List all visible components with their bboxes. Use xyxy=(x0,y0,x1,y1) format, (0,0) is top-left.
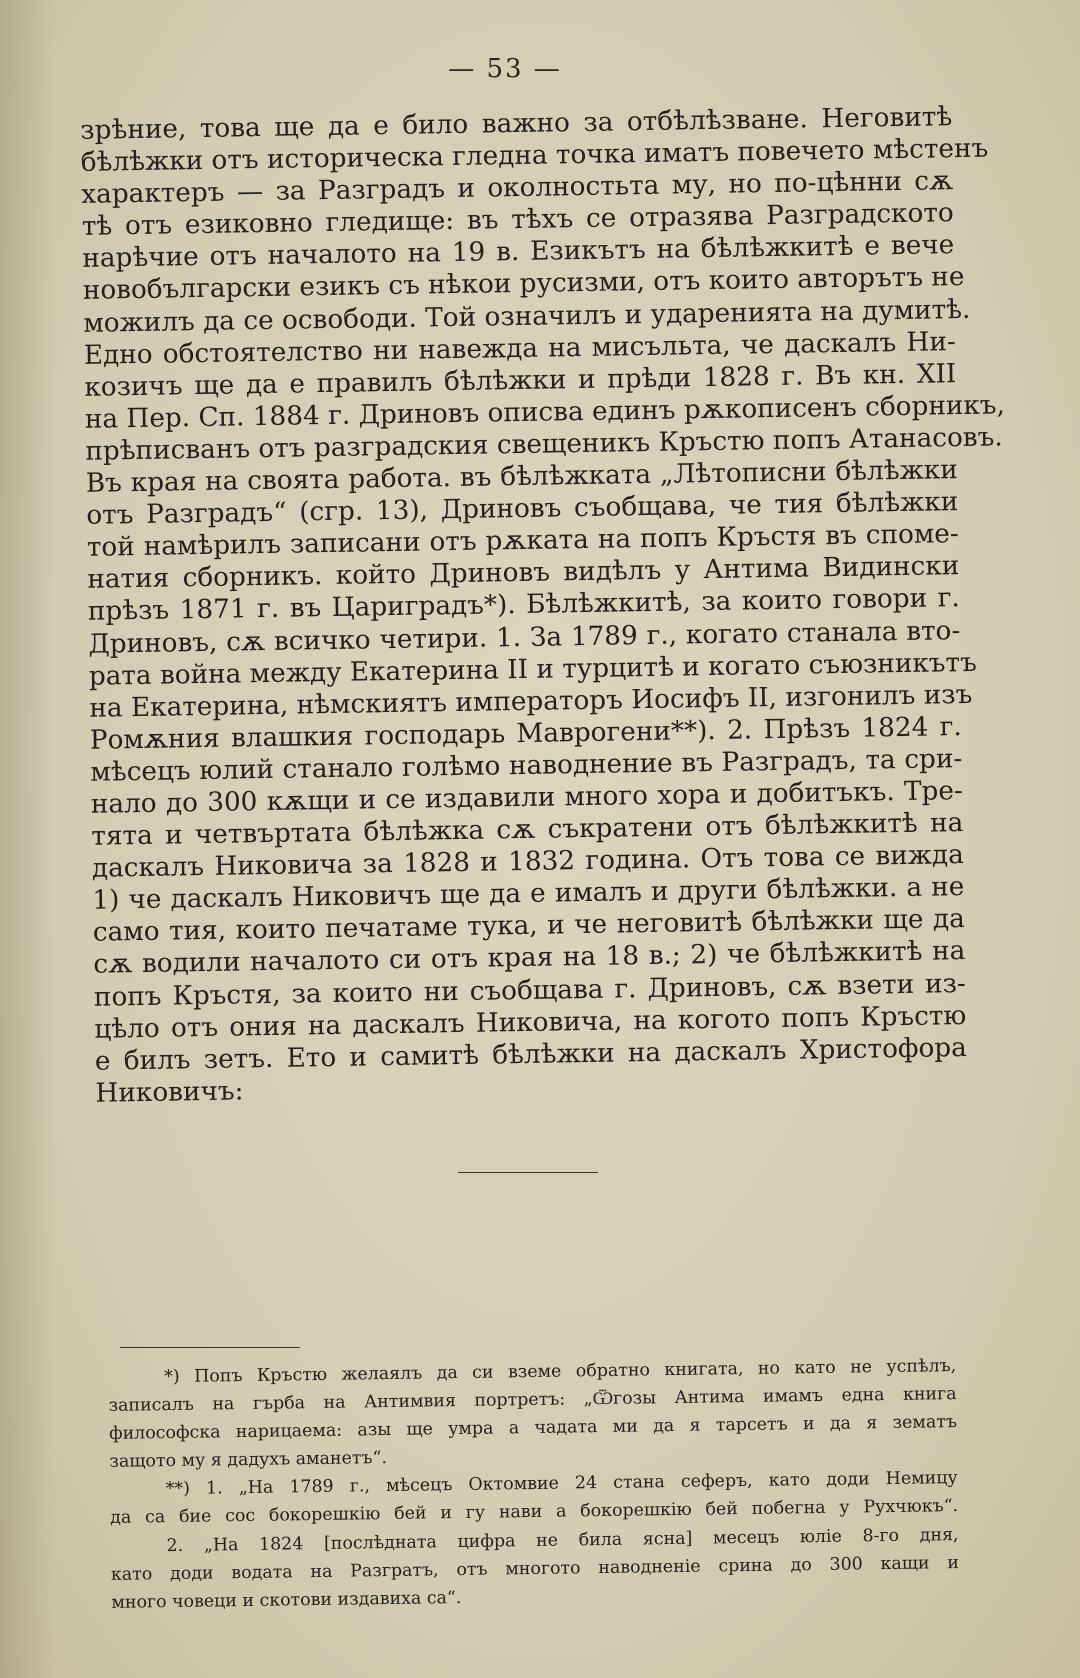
text-line: характеръ — за Разградъ и околностьта му, но по-цѣнни сѫ xyxy=(81,166,954,211)
footnotes xyxy=(108,1352,959,1617)
text-line: само тия, които печатаме тука, и че неговитѣ бѣлѣжки ще да xyxy=(92,904,966,949)
footnote-line: философска нарицаема: азы ще умра а чадата ми да я тарсетъ и да я зематъ xyxy=(108,1412,958,1445)
text-line: даскалъ Никовича за 1828 и 1832 година. Отъ това се вижда xyxy=(91,840,965,884)
main-text xyxy=(80,101,1006,1109)
text-line: козичъ ще да е правилъ бѣлѣжки и прѣди 1828 г. Въ кн. XII xyxy=(84,358,957,403)
page-number: — 53 — xyxy=(448,54,562,84)
text-line: прѣписванъ отъ разградския свещеникъ Кръстю попъ Атанасовъ. xyxy=(85,422,1003,467)
text-line: сѫ водили началото си отъ края на 18 в.; 2) че бѣлѣжкитѣ на xyxy=(93,936,966,981)
text-line: мѣсецъ юлий станало голѣмо наводнение въ Разградъ, та сри- xyxy=(90,743,963,788)
text-line: на Пер. Сп. 1884 г. Дриновъ описва единъ рѫкописенъ сборникъ, xyxy=(84,390,1006,435)
text-line: можилъ да се освободи. Той означилъ и ударенията на думитѣ. xyxy=(83,294,971,339)
text-line: той намѣрилъ записани отъ рѫката на попъ Кръстя въ споме- xyxy=(86,519,959,564)
text-line: рата война между Екатерина II и турцитѣ и когато съюзникътъ xyxy=(88,647,978,692)
text-line: тята и четвъртата бѣлѣжка сѫ съкратени отъ бѣлѣжкитѣ на xyxy=(91,808,964,852)
text-line: Дриновъ, сѫ всичко четири. 1. За 1789 г., когато станала вто- xyxy=(88,615,961,660)
footnote-line: да са бие сос бокорешкію бей и гу нави а бокорешкію бей побегна у Рухчюкъ“. xyxy=(110,1496,959,1529)
text-line: Никовичъ: xyxy=(95,1076,244,1109)
text-line: на Екатерина, нѣмскиятъ императоръ Иосифъ II, изгонилъ изъ xyxy=(89,679,973,724)
text-line: прѣзъ 1871 г. въ Цариградъ*). Бѣлѣжкитѣ, за които говори г. xyxy=(87,583,960,628)
text-line: Въ края на своята работа. въ бѣлѣжката „Лѣтописни бѣлѣжки xyxy=(85,455,958,499)
text-line: попъ Кръстя, за които ни съобщава г. Дриновъ, сѫ взети из- xyxy=(93,968,967,1013)
text-line: бѣлѣжки отъ историческа гледна точка иматъ повечето мѣстенъ xyxy=(80,133,989,178)
text-line: цѣло отъ ония на даскалъ Никовича, на когото попъ Кръстю xyxy=(94,1000,967,1045)
text-line: отъ Разградъ“ (сгр. 13), Дриновъ съобщава, че тия бѣлѣжки xyxy=(86,487,959,531)
text-line: тѣ отъ езиковно гледище: въ тѣхъ се отразява Разградското xyxy=(81,198,954,243)
text-line: 1) че даскалъ Никовичъ ще да е ималъ и други бѣлѣжки. а не xyxy=(92,872,965,916)
footnote-line: 2. „На 1824 [послѣдната цифра не била ясна] месецъ юліе 8-го дня, xyxy=(166,1524,959,1556)
footnote-line: **) 1. „На 1789 г., мѣсецъ Октомвие 24 стана сеферъ, като доди Немицу xyxy=(165,1468,958,1500)
section-divider xyxy=(458,1172,598,1173)
text-line: натия сборникъ. който Дриновъ видѣлъ у Антима Видински xyxy=(87,551,960,596)
text-line: е билъ зетъ. Ето и самитѣ бѣлѣжки на даскалъ Христофора xyxy=(94,1032,968,1077)
footnote-line: *) Попъ Кръстю желаялъ да си вземе обратно книгата, но като не успѣлъ, xyxy=(164,1356,957,1388)
text-line: нарѣчие отъ началото на 19 в. Езикътъ на бѣлѣжкитѣ е вече xyxy=(82,230,955,275)
text-line: новобългарски езикъ съ нѣкои русизми, отъ които авторътъ не xyxy=(82,262,965,307)
text-line: нало до 300 кѫщи и се издавили много хора и добитъкъ. Тре- xyxy=(90,776,964,820)
footnote-rule xyxy=(120,1347,300,1348)
footnote-line: много човеци и скотови издавиха са“. xyxy=(111,1587,462,1613)
footnote-line: като доди водата на Разгратъ, отъ многото наводненіе срина до 300 кащи и xyxy=(110,1552,960,1585)
text-line: зрѣние, това ще да е било важно за отбѣлѣзване. Неговитѣ xyxy=(80,102,953,146)
footnote-line: записалъ на гърба на Антимвия портретъ: „Ѿгозы Антима имамъ една книга xyxy=(108,1384,957,1417)
page-spine-shadow xyxy=(0,0,55,1678)
text-line: Ромѫния влашкия господарь Маврогени**). 2. Прѣзъ 1824 г. xyxy=(89,711,963,756)
footnote-line: защото му я дадухъ аманетъ“. xyxy=(109,1448,388,1473)
text-line: Едно обстоятелство ни навежда на мисъльта, че даскалъ Ни- xyxy=(83,326,956,371)
